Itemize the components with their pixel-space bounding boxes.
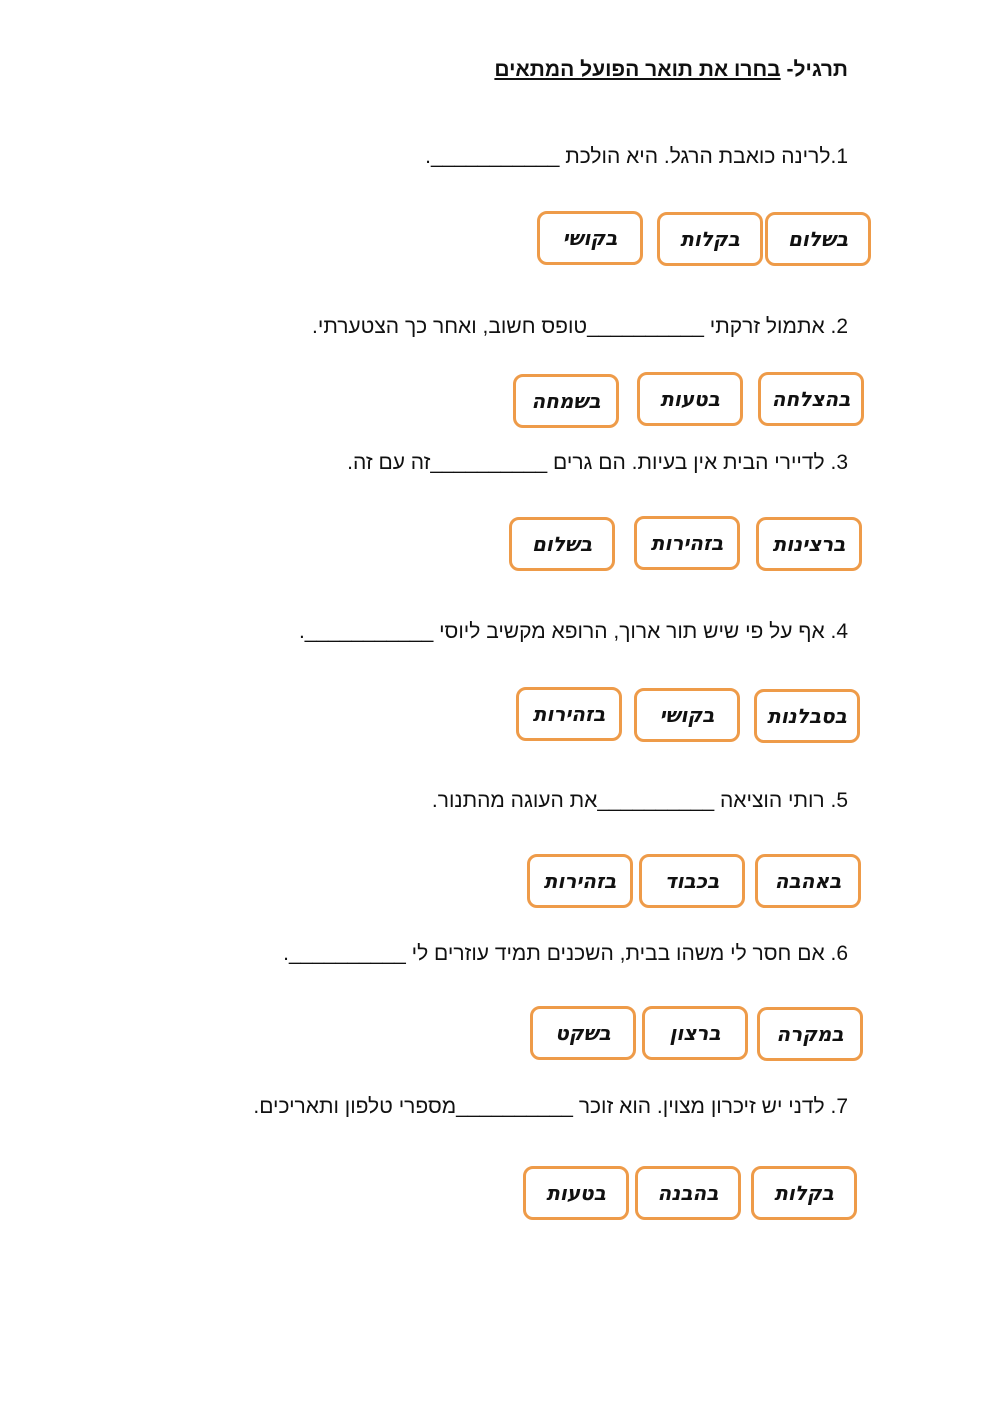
option-5-2[interactable]: בכבוד (639, 854, 745, 908)
question-2: 2. אתמול זרקתי __________טופס חשוב, ואחר כך הצטערתי. (312, 315, 848, 338)
option-4-3[interactable]: בזהירות (516, 687, 622, 741)
title-prefix: תרגיל- (780, 58, 848, 81)
option-2-3[interactable]: בשמחה (513, 374, 619, 428)
option-1-1[interactable]: בשלום (765, 212, 871, 266)
title-instruction: בחרו את תואר הפועל המתאים (494, 58, 781, 81)
option-6-1[interactable]: במקרה (757, 1007, 863, 1061)
option-6-2[interactable]: ברצון (642, 1006, 748, 1060)
option-3-3[interactable]: בשלום (509, 517, 615, 571)
option-2-1[interactable]: בהצלחה (758, 372, 864, 426)
option-7-3[interactable]: בטעות (523, 1166, 629, 1220)
option-3-2[interactable]: בזהירות (634, 516, 740, 570)
option-3-1[interactable]: ברצינות (756, 517, 862, 571)
option-1-3[interactable]: בקושי (537, 211, 643, 265)
option-2-2[interactable]: בטעות (637, 372, 743, 426)
option-6-3[interactable]: בשקט (530, 1006, 636, 1060)
question-7: 7. לדני יש זיכרון מצוין. הוא זוכר __________מספרי טלפון ותאריכים. (253, 1095, 848, 1118)
option-4-1[interactable]: בסבלנות (754, 689, 860, 743)
option-1-2[interactable]: בקלות (657, 212, 763, 266)
question-5: 5. רותי הוציאה __________את העוגה מהתנור. (431, 789, 848, 812)
option-7-2[interactable]: בהבנה (635, 1166, 741, 1220)
option-5-3[interactable]: בזהירות (527, 854, 633, 908)
option-5-1[interactable]: באהבה (755, 854, 861, 908)
question-4: 4. אף על פי שיש תור ארוך, הרופא מקשיב ליוסי ___________. (298, 620, 848, 643)
option-4-2[interactable]: בקושי (634, 688, 740, 742)
question-1: 1.לרינה כואבת הרגל. היא הולכת ___________. (425, 145, 848, 168)
question-6: 6. אם חסר לי משהו בבית, השכנים תמיד עוזרים לי __________. (283, 942, 848, 965)
page-title (494, 58, 848, 82)
option-7-1[interactable]: בקלות (751, 1166, 857, 1220)
question-3: 3. לדיירי הבית אין בעיות. הם גרים __________זה עם זה. (347, 451, 848, 474)
